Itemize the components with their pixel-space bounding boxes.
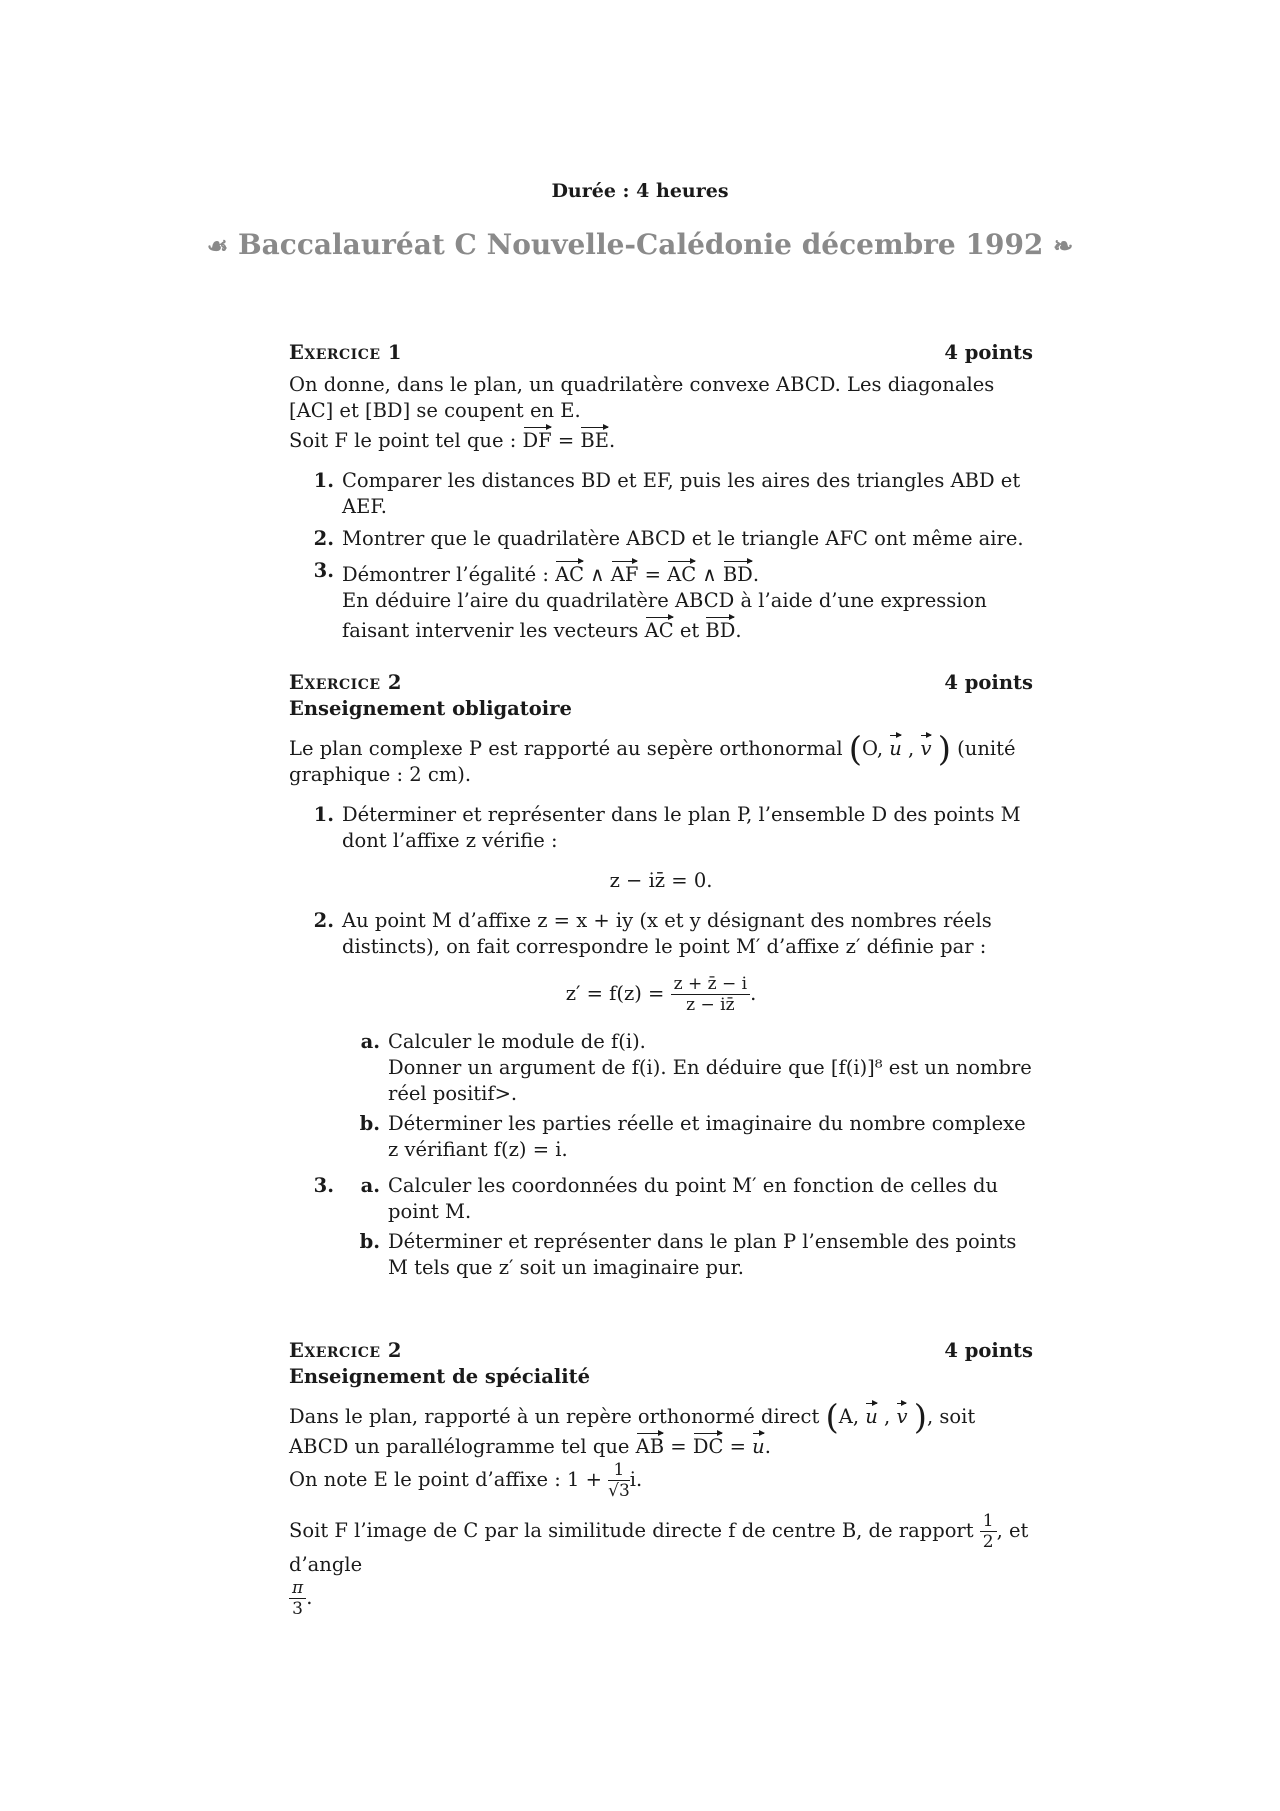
exercise-3-points: 4 points bbox=[944, 1339, 1033, 1362]
question-2-subitems bbox=[289, 1029, 1033, 1163]
equation-1: z − iz̄ = 0. bbox=[609, 869, 713, 892]
ornament-left-icon: ☙ bbox=[206, 231, 229, 260]
question-3: 3. a. Calculer les coordonnées du point M′ en fonction de celles du point M. b. Déterminer et représenter dans le plan P l’ensemble des points M tels que z′ soit un imaginaire pur. bbox=[289, 1173, 1033, 1285]
exercise-3-para-2: On note E le point d’affixe : 1 + $\frac{1}{√3}$ i. bbox=[289, 1460, 643, 1501]
exercise-2-points: 4 points bbox=[944, 671, 1033, 694]
exercise-1-intro: On donne, dans le plan, un quadrilatère convexe ABCD. Les diagonales [AC] et [BD] se coupent en E. bbox=[289, 373, 995, 422]
question-1: 1. Déterminer et représenter dans le plan P, l’ensemble D des points M dont l’affixe z vérifie : bbox=[313, 803, 1021, 852]
equation-2: z′ = f(z) = $\frac{z + z̄ - i}{z - iz̄}$ . bbox=[565, 974, 757, 1015]
exercise-2-label: Exercice 2 bbox=[289, 671, 402, 694]
question-2: 2. Montrer que le quadrilatère ABCD et le triangle AFC ont même aire. bbox=[313, 527, 1024, 550]
exercise-3-para-3: Soit F l’image de C par la similitude directe f de centre B, de rapport $\frac{1}{2}$ , et d’angle $\frac{\pi}{3}$ . bbox=[289, 1511, 1029, 1619]
exercise-2-intro: Le plan complexe P est rapporté au sepère orthonormal (O, u , v ) (unité graphique : 2 cm). bbox=[289, 729, 1016, 786]
question-2b: b. Déterminer les parties réelle et imaginaire du nombre complexe z vérifiant f(z) = i. bbox=[359, 1112, 1026, 1161]
exercise-1 bbox=[289, 340, 1033, 650]
exercise-1-intro-2: Soit F le point tel que : DF = BE. bbox=[289, 424, 1033, 454]
ornament-right-icon: ❧ bbox=[1053, 231, 1074, 260]
exercise-1-header bbox=[289, 340, 1033, 366]
question-2: 2. Au point M d’affixe z = x + iy (x et y désignant des nombres réels distincts), on fait correspondre le point M′ d’affixe z′ définie par : bbox=[313, 909, 992, 958]
exercise-2-subtitle: Enseignement obligatoire bbox=[289, 697, 572, 720]
question-3b: b. Déterminer et représenter dans le plan P l’ensemble des points M tels que z′ soit un imaginaire pur. bbox=[359, 1230, 1017, 1279]
duration: Durée : 4 heures bbox=[551, 180, 729, 202]
question-3a: a. Calculer les coordonnées du point M′ en fonction de celles du point M. bbox=[360, 1174, 999, 1223]
page-title bbox=[0, 228, 1280, 261]
exercise-2-header bbox=[289, 670, 1033, 696]
question-2a: a. Calculer le module de f(i). Donner un argument de f(i). En déduire que [f(i)]⁸ est un nombre réel positif>. bbox=[360, 1030, 1032, 1105]
exercise-3-subtitle: Enseignement de spécialité bbox=[289, 1365, 591, 1388]
exercise-1-label: Exercice 1 bbox=[289, 341, 402, 364]
exercise-2 bbox=[289, 670, 1033, 1291]
exercise-3-header bbox=[289, 1338, 1033, 1364]
exercise-2-questions bbox=[289, 802, 1033, 1285]
exercise-1-points: 4 points bbox=[944, 341, 1033, 364]
question-1: 1. Comparer les distances BD et EF, puis les aires des triangles ABD et AEF. bbox=[313, 469, 1021, 518]
title-text: Baccalauréat C Nouvelle-Calédonie décembre 1992 bbox=[237, 228, 1044, 261]
exercise-3 bbox=[289, 1338, 1033, 1619]
exercise-3-label: Exercice 2 bbox=[289, 1339, 402, 1362]
exercise-1-questions bbox=[289, 468, 1033, 644]
exercise-3-para-1: Dans le plan, rapporté à un repère orthonormé direct (A, u , v ), soit ABCD un parallélogramme tel que AB = DC = u. bbox=[289, 1397, 976, 1458]
question-3: 3. Démontrer l’égalité : AC ∧ AF = AC ∧ BD. En déduire l’aire du quadrilatère ABCD à l’aide d’une expression faisant intervenir les vecteurs AC et BD. bbox=[313, 559, 987, 642]
